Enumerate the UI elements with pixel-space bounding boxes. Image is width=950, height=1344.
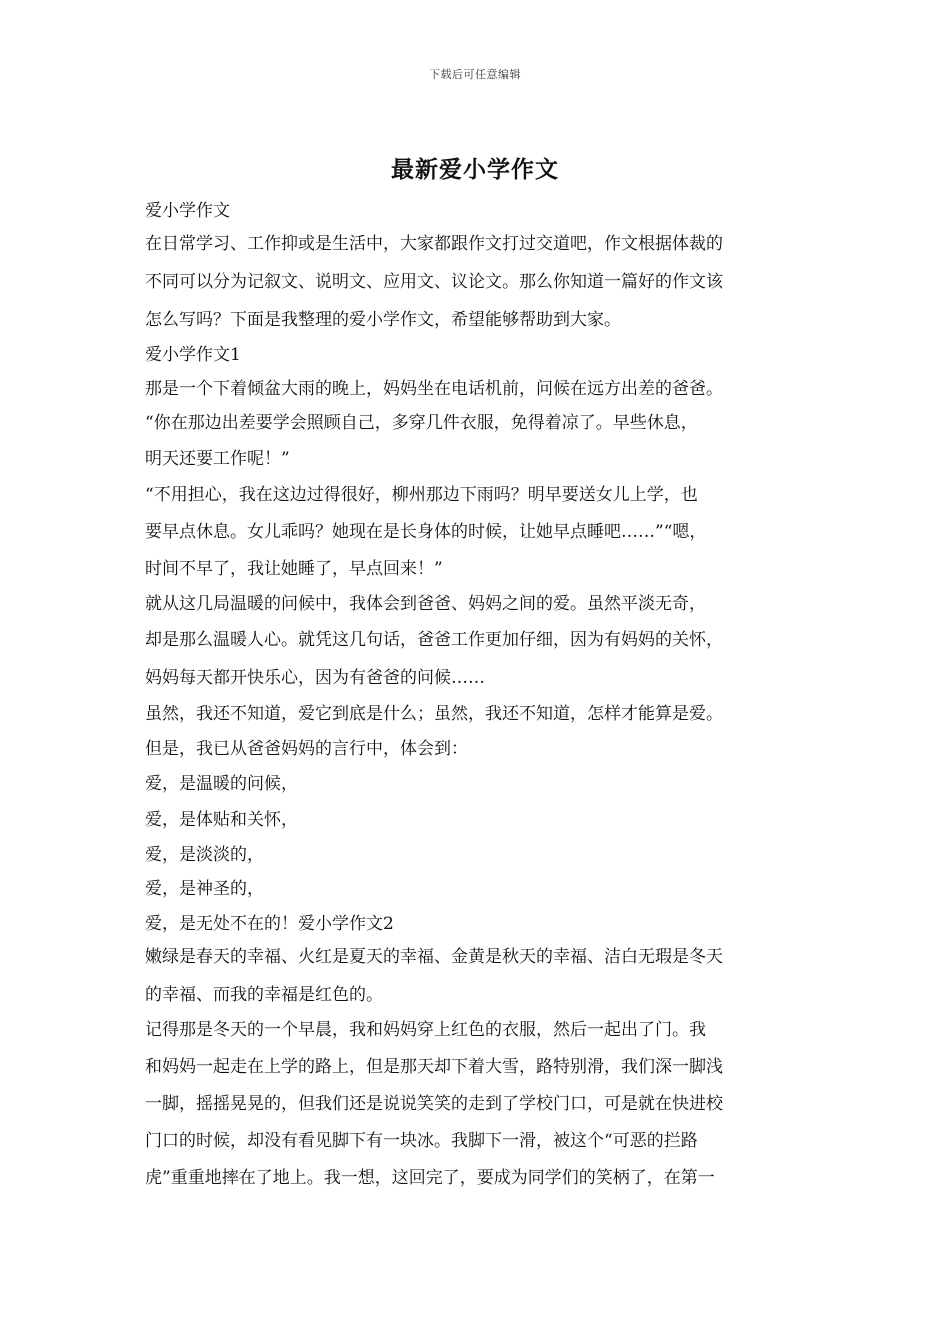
text-line: 不同可以分为记叙文、说明文、应用文、议论文。那么你知道一篇好的作文该: [145, 272, 723, 292]
text-line: 一脚，摇摇晃晃的，但我们还是说说笑笑的走到了学校门口，可是就在快进校: [145, 1094, 723, 1114]
header-note: 下载后可任意编辑: [429, 68, 521, 81]
text-line: 怎么写吗？下面是我整理的爱小学作文，希望能够帮助到大家。: [145, 310, 621, 330]
text-line: 在日常学习、工作抑或是生活中，大家都跟作文打过交道吧，作文根据体裁的: [145, 234, 723, 254]
text-line: 时间不早了，我让她睡了，早点回来！”: [145, 559, 443, 579]
text-line: 那是一个下着倾盆大雨的晚上，妈妈坐在电话机前，问候在远方出差的爸爸。: [145, 379, 723, 399]
text-line: 爱，是神圣的，: [145, 879, 264, 899]
text-line: 爱，是淡淡的，: [145, 845, 264, 865]
text-line: 爱，是无处不在的！爱小学作文2: [145, 914, 394, 934]
text-line: 门口的时候，却没有看见脚下有一块冰。我脚下一滑，被这个“可恶的拦路: [145, 1131, 698, 1151]
text-line: “你在那边出差要学会照顾自己，多穿几件衣服，免得着凉了。早些休息，: [145, 413, 698, 433]
text-line: 爱，是体贴和关怀，: [145, 810, 298, 830]
text-line: 爱小学作文: [145, 201, 230, 221]
text-line: 要早点休息。女儿乖吗？她现在是长身体的时候，让她早点睡吧……”“嗯，: [145, 522, 707, 542]
text-line: 嫩绿是春天的幸福、火红是夏天的幸福、金黄是秋天的幸福、洁白无瑕是冬天: [145, 947, 723, 967]
document-title: 最新爱小学作文: [391, 156, 559, 183]
text-line: 虎”重重地摔在了地上。我一想，这回完了，要成为同学们的笑柄了，在第一: [145, 1168, 715, 1188]
text-line: 妈妈每天都开快乐心，因为有爸爸的问候……: [145, 668, 485, 688]
text-line: 但是，我已从爸爸妈妈的言行中，体会到：: [145, 739, 468, 759]
text-line: 爱小学作文1: [145, 345, 241, 365]
text-line: 虽然，我还不知道，爱它到底是什么；虽然，我还不知道，怎样才能算是爱。: [145, 704, 723, 724]
text-line: 明天还要工作呢！”: [145, 449, 290, 469]
text-line: 却是那么温暖人心。就凭这几句话，爸爸工作更加仔细，因为有妈妈的关怀，: [145, 630, 723, 650]
text-line: 和妈妈一起走在上学的路上，但是那天却下着大雪，路特别滑，我们深一脚浅: [145, 1057, 723, 1077]
text-line: 记得那是冬天的一个早晨，我和妈妈穿上红色的衣服，然后一起出了门。我: [145, 1020, 706, 1040]
text-line: 爱，是温暖的问候，: [145, 774, 298, 794]
text-line: 就从这几局温暖的问候中，我体会到爸爸、妈妈之间的爱。虽然平淡无奇，: [145, 594, 706, 614]
text-line: “不用担心，我在这边过得很好，柳州那边下雨吗？明早要送女儿上学，也: [145, 485, 698, 505]
text-line: 的幸福、而我的幸福是红色的。: [145, 985, 383, 1005]
